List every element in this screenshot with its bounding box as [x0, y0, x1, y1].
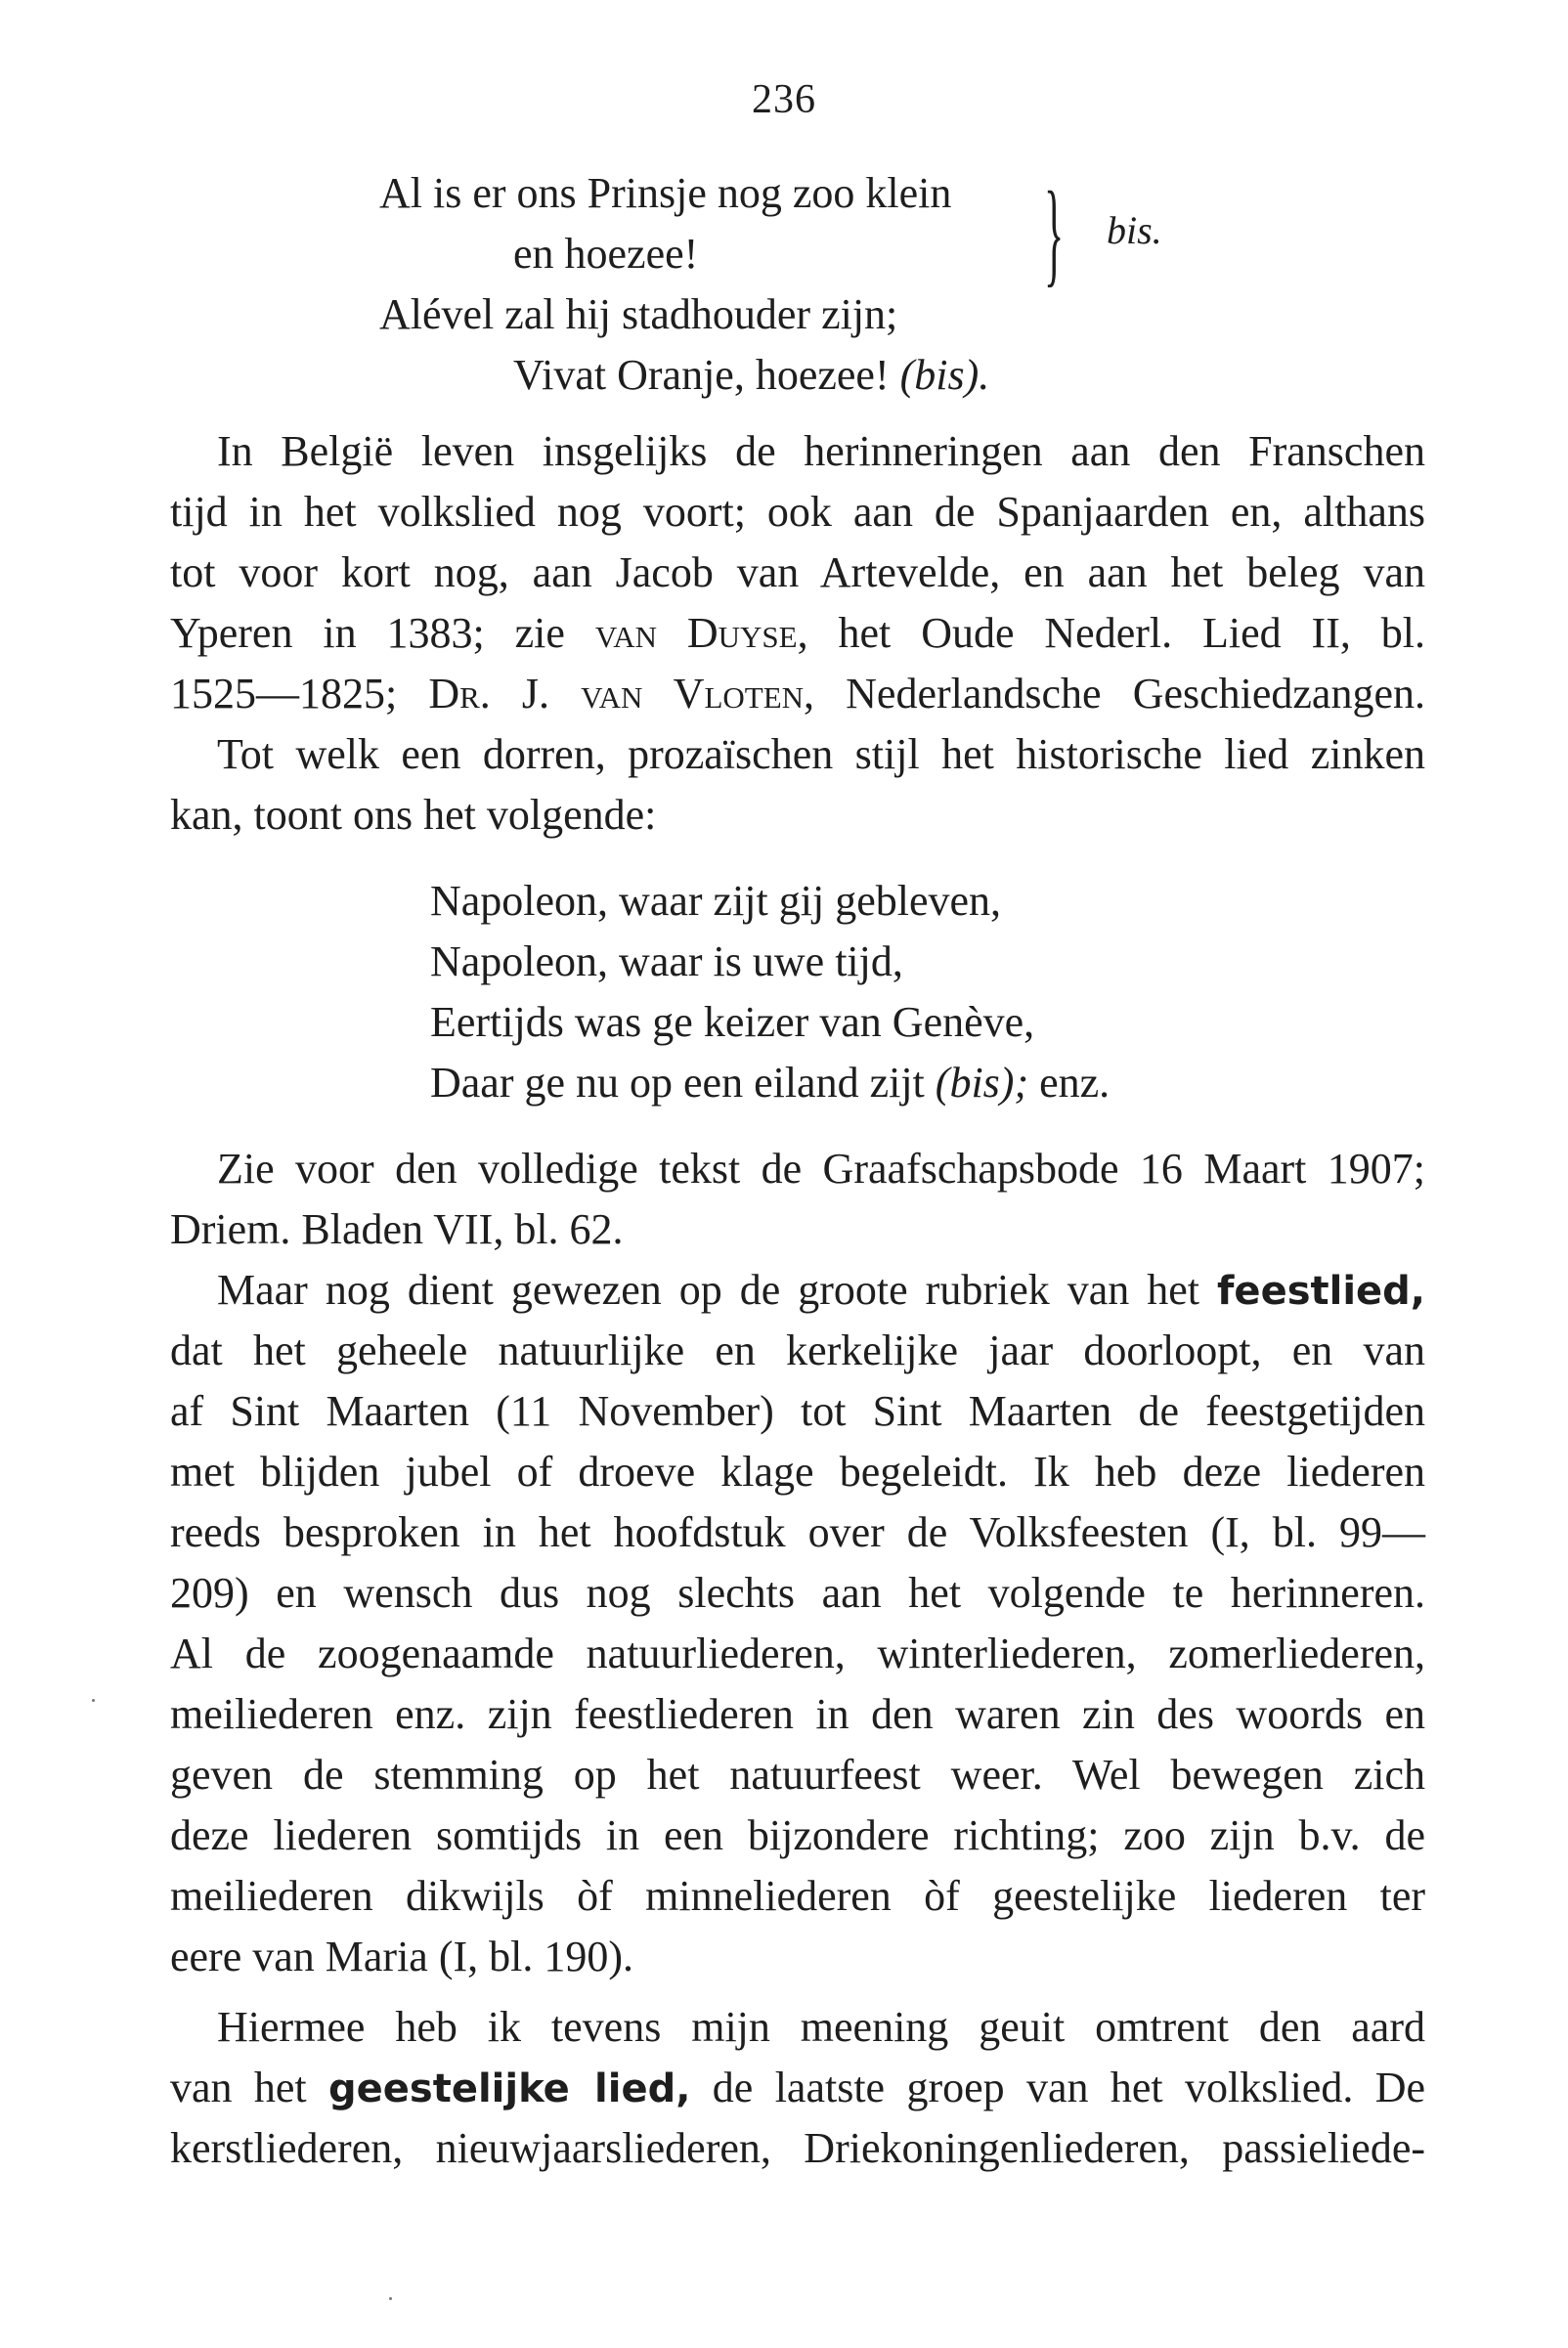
- poem-line-4-b: enz.: [1028, 1059, 1111, 1107]
- refrain-bis-label: bis.: [1107, 208, 1162, 252]
- poem-line-4-bis: (bis);: [935, 1059, 1029, 1107]
- para4-line-8: meiliederen enz. zijn feestliederen in den waren zin des woords en: [170, 1690, 1425, 1738]
- poem-line-2: Napoleon, waar is uwe tijd,: [430, 937, 903, 985]
- refrain-line-4-bis: (bis).: [899, 351, 990, 399]
- poem-line-4: [430, 1059, 1111, 1107]
- para1-line-2: tijd in het volkslied nog voort; ook aan de Spanjaarden en, althans: [170, 488, 1425, 536]
- para2-line-1: Tot welk een dorren, prozaïschen stijl het historische lied zinken: [217, 730, 1425, 778]
- para4-line-9: geven de stemming op het natuurfeest weer. Wel bewegen zich: [170, 1751, 1425, 1799]
- para4-line-6: 209) en wensch dus nog slechts aan het volgende te herinneren.: [170, 1569, 1425, 1617]
- para1-line-4: [170, 609, 1425, 657]
- author-van-vloten: Dr. J. van Vloten: [428, 670, 805, 717]
- term-feestlied: feestlied,: [1217, 1269, 1425, 1314]
- refrain-line-4-text: Vivat Oranje, hoezee!: [513, 351, 900, 399]
- para4-line-3: af Sint Maarten (11 November) tot Sint Maarten de feestgetijden: [170, 1387, 1425, 1435]
- refrain-line-3: Alével zal hij stadhouder zijn;: [379, 290, 898, 338]
- para4-line-4: met blijden jubel of droeve klage begeleidt. Ik heb deze liederen: [170, 1448, 1425, 1496]
- para5-line-2-b: de laatste groep van het volkslied. De: [690, 2064, 1425, 2111]
- para2-line-2: kan, toont ons het volgende:: [170, 791, 657, 839]
- para1-line-3: tot voor kort nog, aan Jacob van Artevelde, en aan het beleg van: [170, 548, 1425, 596]
- para5-line-2: [170, 2066, 1425, 2109]
- author-van-duyse: van Duyse: [594, 609, 798, 657]
- page-number: 236: [752, 77, 816, 122]
- para3-line-1: Zie voor den volledige tekst de Graafschapsbode 16 Maart 1907;: [217, 1145, 1425, 1193]
- curly-brace-icon: }: [1044, 167, 1065, 297]
- poem-line-1: Napoleon, waar zijt gij gebleven,: [430, 877, 1002, 925]
- para4-line-2: dat het geheele natuurlijke en kerkelijke jaar doorloopt, en van: [170, 1326, 1425, 1374]
- refrain-line-4: [513, 351, 990, 399]
- term-geestelijke-lied: geestelijke lied,: [328, 2066, 691, 2111]
- para1-line-4-b: , het Oude Nederl. Lied II, bl.: [797, 609, 1425, 657]
- poem-line-3: Eertijds was ge keizer van Genève,: [430, 998, 1035, 1046]
- para1-line-5-b: , Nederlandsche Geschiedzangen.: [804, 670, 1425, 717]
- poem-line-4-a: Daar ge nu op een eiland zijt: [430, 1059, 936, 1107]
- para4-line-12: eere van Maria (I, bl. 190).: [170, 1933, 634, 1980]
- para5-line-3: kerstliederen, nieuwjaarsliederen, Driekoningenliederen, passieliede-: [170, 2124, 1425, 2172]
- para1-line-4-a: Yperen in 1383; zie: [170, 609, 595, 657]
- para5-line-2-a: van het: [170, 2064, 329, 2111]
- para4-line-1: [217, 1266, 1425, 1314]
- para5-line-1: Hiermee heb ik tevens mijn meening geuit omtrent den aard: [217, 2003, 1425, 2051]
- scan-speck: [389, 2297, 392, 2300]
- refrain-line-2: en hoezee!: [513, 230, 699, 278]
- para1-line-1: In België leven insgelijks de herinneringen aan den Franschen: [217, 427, 1425, 475]
- refrain-line-1: Al is er ons Prinsje nog zoo klein: [379, 169, 952, 217]
- para1-line-5: [170, 670, 1425, 717]
- para1-line-5-a: 1525—1825;: [170, 670, 429, 717]
- para4-line-11: meiliederen dikwijls òf minneliederen òf geestelijke liederen ter: [170, 1872, 1425, 1920]
- para4-line-5: reeds besproken in het hoofdstuk over de Volksfeesten (I, bl. 99—: [170, 1508, 1425, 1556]
- para4-line-7: Al de zoogenaamde natuurliederen, winterliederen, zomerliederen,: [170, 1630, 1425, 1677]
- para4-line-1-a: Maar nog dient gewezen op de groote rubriek van het: [217, 1266, 1218, 1314]
- para3-line-2: Driem. Bladen VII, bl. 62.: [170, 1205, 624, 1253]
- para4-line-10: deze liederen somtijds in een bijzondere richting; zoo zijn b.v. de: [170, 1811, 1425, 1859]
- scan-speck: [92, 1699, 95, 1702]
